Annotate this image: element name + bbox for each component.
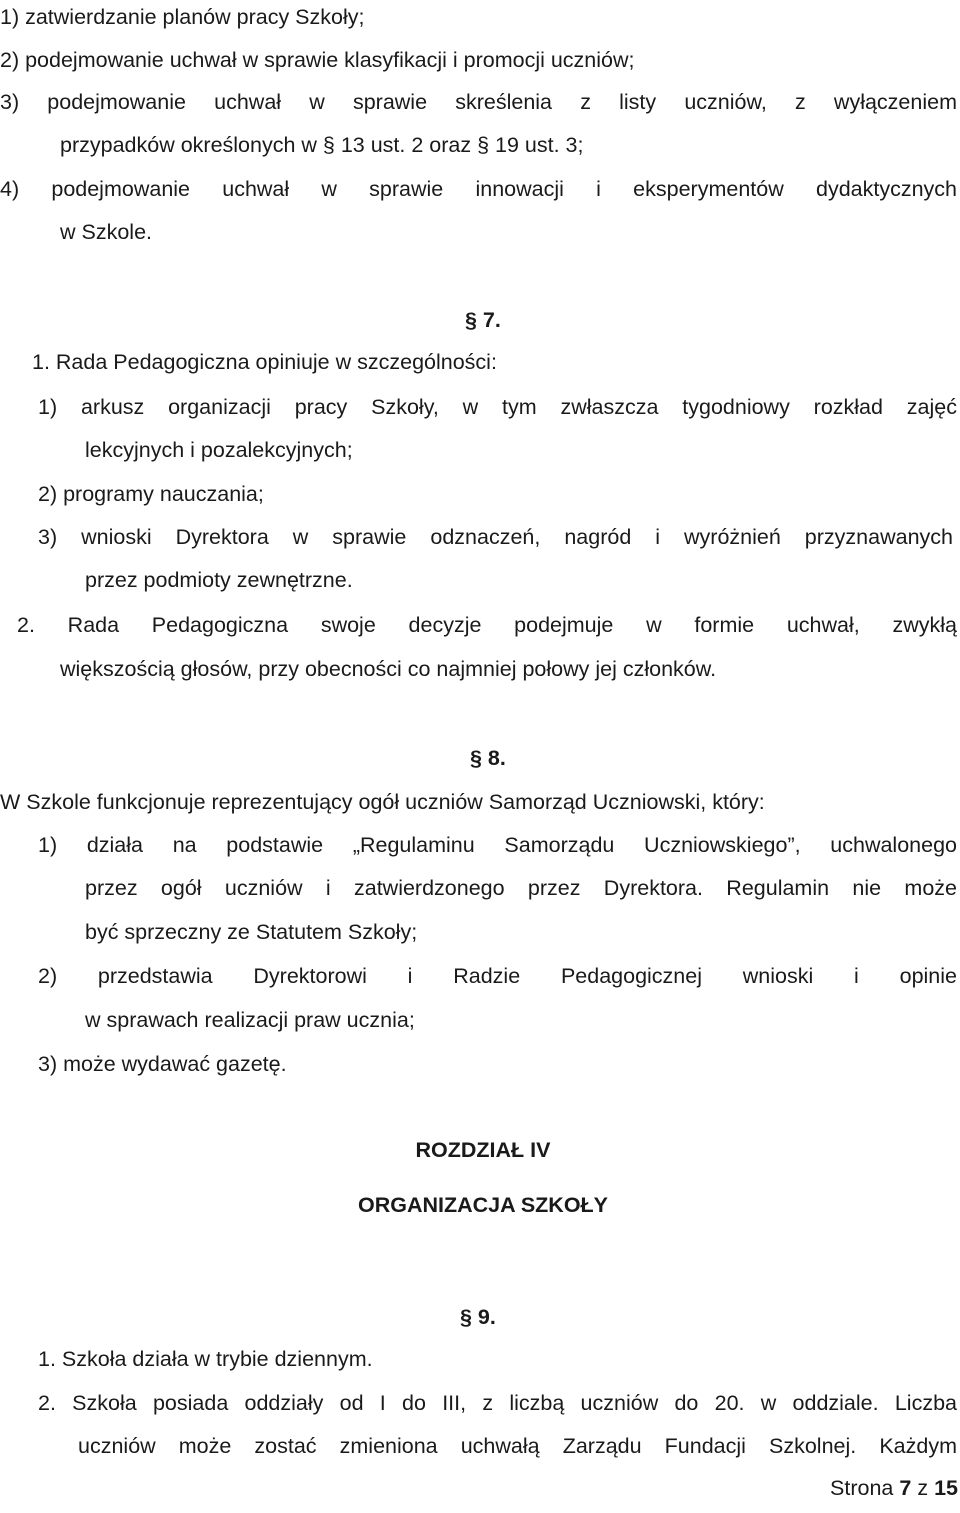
list-item: 2) programy nauczania; [38,482,264,506]
section-heading-7: § 7. [465,308,501,332]
page-separator: z [917,1476,929,1500]
list-item-continuation: w Szkole. [60,220,153,244]
list-item: 2) przedstawia Dyrektorowi i Radzie Pedagogicznej wnioski i opinie [38,964,957,988]
paragraph: 2. Szkoła posiada oddziały od I do III, z liczbą uczniów do 20. w oddziale. Liczba [38,1391,957,1415]
paragraph-continuation: uczniów może zostać zmieniona uchwałą Zarządu Fundacji Szkolnej. Każdym [78,1434,957,1458]
paragraph: 1. Rada Pedagogiczna opiniuje w szczególności: [32,350,497,374]
page-number [830,1475,958,1501]
list-item: 3) wnioski Dyrektora w sprawie odznaczeń, nagród i wyróżnień przyznawanych [38,525,953,549]
list-item: 3) podejmowanie uchwał w sprawie skreślenia z listy uczniów, z wyłączeniem [0,90,957,114]
list-item: 1) arkusz organizacji pracy Szkoły, w tym zwłaszcza tygodniowy rozkład zajęć [38,395,957,419]
section-heading-9: § 9. [460,1305,496,1329]
chapter-title: ORGANIZACJA SZKOŁY [357,1193,609,1217]
list-item-continuation: przez podmioty zewnętrzne. [85,568,353,592]
list-item: 4) podejmowanie uchwał w sprawie innowacji i eksperymentów dydaktycznych [0,177,957,201]
page-current: 7 [899,1476,912,1500]
list-item: 3) może wydawać gazetę. [38,1052,287,1076]
paragraph: W Szkole funkcjonuje reprezentujący ogół uczniów Samorząd Uczniowski, który: [0,790,765,814]
list-item-continuation: w sprawach realizacji praw ucznia; [85,1008,415,1032]
list-item: 1) działa na podstawie „Regulaminu Samorządu Uczniowskiego”, uchwalonego [38,833,957,857]
page-total: 15 [934,1476,958,1500]
list-item: 1) zatwierdzanie planów pracy Szkoły; [0,5,365,29]
list-item-continuation: lekcyjnych i pozalekcyjnych; [85,438,353,462]
list-item-continuation: być sprzeczny ze Statutem Szkoły; [85,920,418,944]
chapter-number: ROZDZIAŁ IV [415,1138,551,1162]
paragraph-continuation: większością głosów, przy obecności co najmniej połowy jej członków. [60,657,717,681]
list-item: 2) podejmowanie uchwał w sprawie klasyfikacji i promocji uczniów; [0,48,635,72]
section-heading-8: § 8. [470,746,506,770]
list-item-continuation: przypadków określonych w § 13 ust. 2 oraz § 19 ust. 3; [60,133,584,157]
paragraph: 2. Rada Pedagogiczna swoje decyzje podejmuje w formie uchwał, zwykłą [17,613,957,637]
list-item-continuation: przez ogół uczniów i zatwierdzonego przez Dyrektora. Regulamin nie może [85,876,957,900]
paragraph: 1. Szkoła działa w trybie dziennym. [38,1347,373,1371]
page-label: Strona [830,1476,894,1500]
